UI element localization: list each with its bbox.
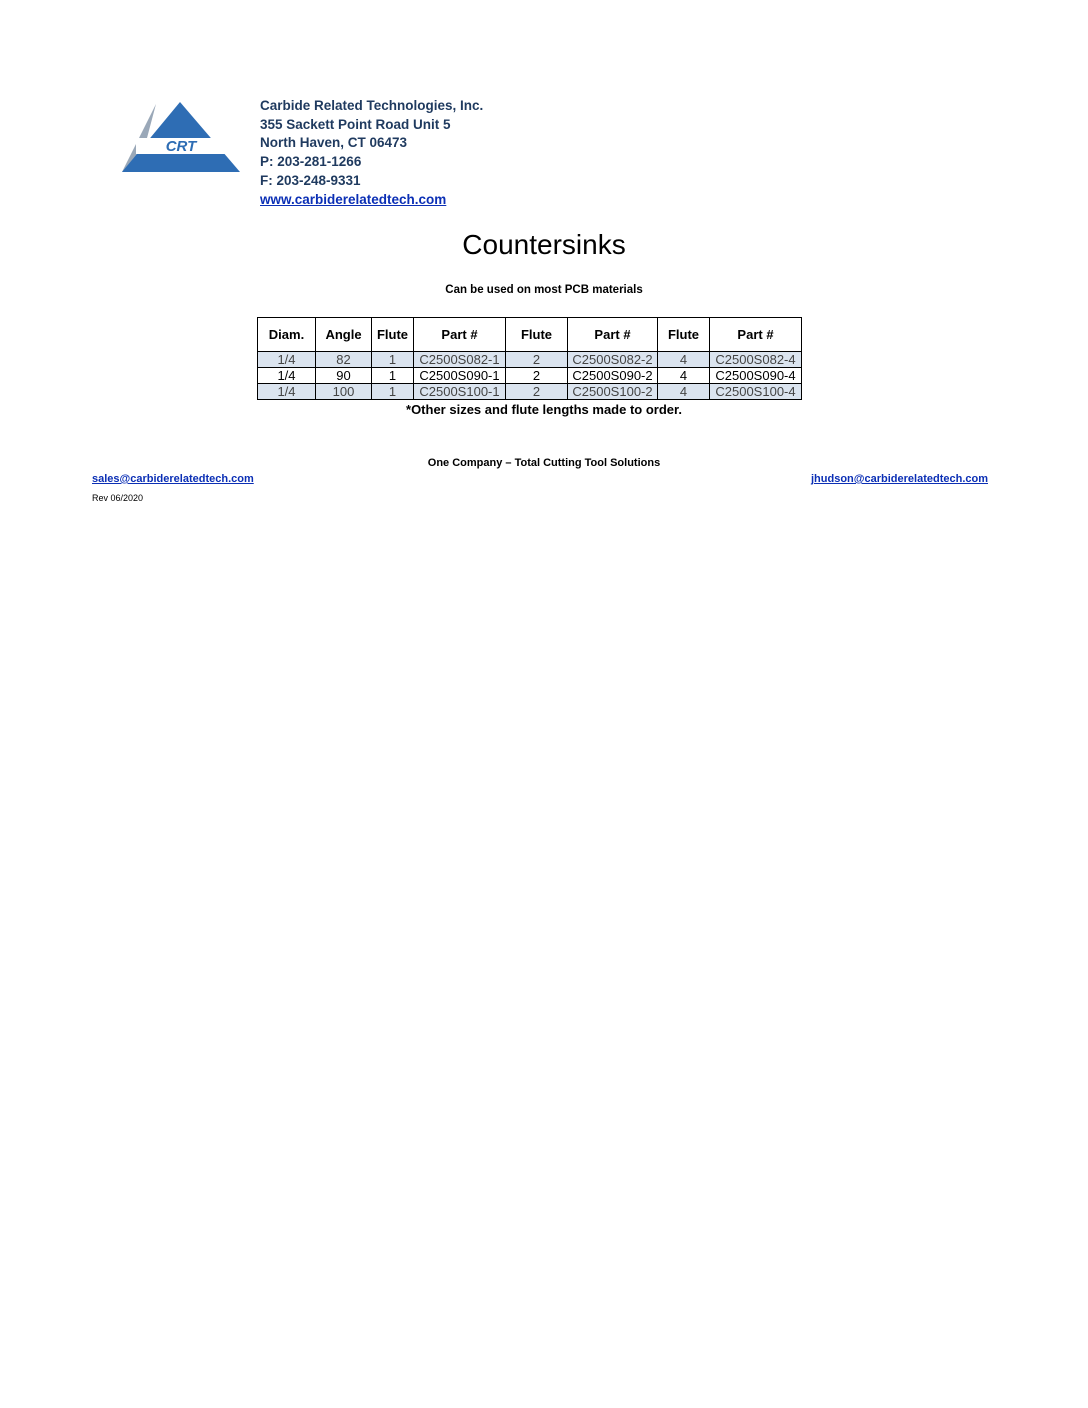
- cell-part: C2500S082-2: [568, 352, 658, 368]
- table-row: [258, 384, 802, 400]
- header-flute-2: Flute: [506, 318, 568, 352]
- cell-diam: 1/4: [258, 368, 316, 384]
- countersink-table: [257, 317, 802, 400]
- cell-part: C2500S090-4: [710, 368, 802, 384]
- revision-label: Rev 06/2020: [92, 493, 144, 503]
- cell-angle: 90: [316, 368, 372, 384]
- header-part-2: Part #: [568, 318, 658, 352]
- cell-angle: 82: [316, 352, 372, 368]
- table-row: [258, 352, 802, 368]
- sales-email-link[interactable]: sales@carbiderelatedtech.com: [92, 473, 254, 485]
- cell-flute: 1: [372, 368, 414, 384]
- cell-part: C2500S100-1: [414, 384, 506, 400]
- contact-email-link[interactable]: jhudson@carbiderelatedtech.com: [811, 473, 988, 485]
- cell-part: C2500S100-4: [710, 384, 802, 400]
- header-flute-4: Flute: [658, 318, 710, 352]
- cell-part: C2500S090-1: [414, 368, 506, 384]
- cell-flute: 1: [372, 352, 414, 368]
- cell-flute: 2: [506, 352, 568, 368]
- crt-triangle-logo-icon: [116, 98, 244, 178]
- cell-part: C2500S082-4: [710, 352, 802, 368]
- company-address-line2: North Haven, CT 06473: [260, 135, 408, 151]
- footer-slogan: One Company – Total Cutting Tool Solutions: [427, 457, 661, 469]
- company-info: [260, 97, 483, 209]
- company-website-link[interactable]: www.carbiderelatedtech.com: [260, 191, 447, 207]
- company-address-line1: 355 Sackett Point Road Unit 5: [260, 116, 451, 132]
- cell-flute: 4: [658, 352, 710, 368]
- page-title: Countersinks: [462, 229, 626, 260]
- header-flute-1: Flute: [372, 318, 414, 352]
- table-header-row: [258, 318, 802, 352]
- company-phone: P: 203-281-1266: [260, 154, 362, 170]
- header-diam: Diam.: [258, 318, 316, 352]
- header-angle: Angle: [316, 318, 372, 352]
- cell-diam: 1/4: [258, 352, 316, 368]
- logo-text: CRT: [165, 138, 197, 155]
- cell-flute: 1: [372, 384, 414, 400]
- cell-part: C2500S090-2: [568, 368, 658, 384]
- cell-flute: 4: [658, 384, 710, 400]
- cell-flute: 4: [658, 368, 710, 384]
- cell-angle: 100: [316, 384, 372, 400]
- header-part-1: Part #: [414, 318, 506, 352]
- cell-flute: 2: [506, 384, 568, 400]
- cell-part: C2500S100-2: [568, 384, 658, 400]
- cell-diam: 1/4: [258, 384, 316, 400]
- cell-part: C2500S082-1: [414, 352, 506, 368]
- cell-flute: 2: [506, 368, 568, 384]
- table-row: [258, 368, 802, 384]
- header-part-4: Part #: [710, 318, 802, 352]
- custom-order-note: *Other sizes and flute lengths made to order.: [406, 402, 682, 417]
- page-subtitle: Can be used on most PCB materials: [445, 284, 643, 296]
- company-name: Carbide Related Technologies, Inc.: [260, 98, 484, 113]
- company-fax: F: 203-248-9331: [260, 172, 361, 188]
